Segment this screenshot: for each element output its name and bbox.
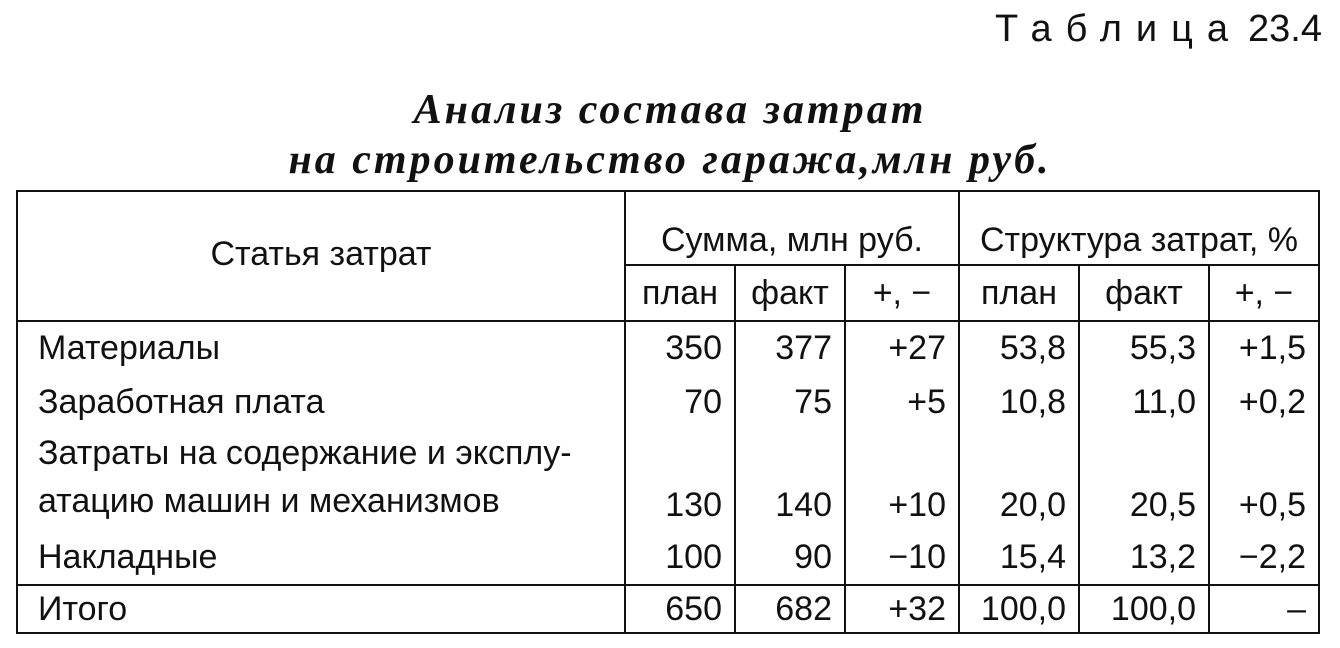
cell-structure-fact: 55,3 — [1079, 321, 1209, 375]
cell-sum-diff: +27 — [845, 321, 959, 375]
cell-structure-plan: 10,8 — [959, 375, 1079, 429]
cost-analysis-table — [16, 190, 1320, 634]
table-number-label — [995, 8, 1322, 51]
cell-structure-fact: 20,5 — [1079, 429, 1209, 531]
cell-structure-diff: +1,5 — [1209, 321, 1319, 375]
total-name: Итого — [17, 585, 625, 633]
cell-sum-fact: 90 — [735, 531, 845, 585]
table-number: 23.4 — [1248, 8, 1322, 50]
cell-structure-plan: 20,0 — [959, 429, 1079, 531]
total-row — [17, 585, 1319, 633]
cell-sum-diff: +10 — [845, 429, 959, 531]
header-article: Статья затрат — [17, 191, 625, 321]
header-structure-group: Структура затрат, % — [959, 191, 1319, 265]
row-name: Материалы — [17, 321, 625, 375]
cell-sum-plan: 100 — [625, 531, 735, 585]
total-structure-fact: 100,0 — [1079, 585, 1209, 633]
table-word: Таблица — [995, 8, 1243, 50]
row-name-line-2: атацию машин и механизмов — [38, 482, 500, 520]
header-sum-group: Сумма, млн руб. — [625, 191, 959, 265]
header-sum-plan: план — [625, 265, 735, 321]
table-row — [17, 375, 1319, 429]
total-structure-diff: – — [1209, 585, 1319, 633]
cell-structure-diff: +0,2 — [1209, 375, 1319, 429]
total-sum-fact: 682 — [735, 585, 845, 633]
total-sum-diff: +32 — [845, 585, 959, 633]
cell-sum-fact: 377 — [735, 321, 845, 375]
cell-structure-plan: 53,8 — [959, 321, 1079, 375]
cell-sum-fact: 140 — [735, 429, 845, 531]
cell-sum-fact: 75 — [735, 375, 845, 429]
cell-structure-fact: 13,2 — [1079, 531, 1209, 585]
table-title-line-2: на строительство гаража,млн руб. — [288, 137, 1052, 183]
cell-sum-diff: −10 — [845, 531, 959, 585]
table-row — [17, 429, 1319, 531]
row-name-line-1: Затраты на содержание и эксплу- — [38, 434, 572, 472]
header-structure-diff: +, − — [1209, 265, 1319, 321]
header-sum-fact: факт — [735, 265, 845, 321]
table-row — [17, 321, 1319, 375]
cell-sum-plan: 350 — [625, 321, 735, 375]
row-name — [17, 429, 625, 531]
table-title-line-1: Анализ состава затрат — [413, 87, 927, 133]
row-name: Накладные — [17, 531, 625, 585]
cell-structure-diff: +0,5 — [1209, 429, 1319, 531]
row-name: Заработная плата — [17, 375, 625, 429]
table-row — [17, 531, 1319, 585]
header-structure-fact: факт — [1079, 265, 1209, 321]
cell-sum-diff: +5 — [845, 375, 959, 429]
cell-structure-fact: 11,0 — [1079, 375, 1209, 429]
cell-sum-plan: 130 — [625, 429, 735, 531]
cell-sum-plan: 70 — [625, 375, 735, 429]
cell-structure-plan: 15,4 — [959, 531, 1079, 585]
cell-structure-diff: −2,2 — [1209, 531, 1319, 585]
total-structure-plan: 100,0 — [959, 585, 1079, 633]
header-sum-diff: +, − — [845, 265, 959, 321]
total-sum-plan: 650 — [625, 585, 735, 633]
header-structure-plan: план — [959, 265, 1079, 321]
